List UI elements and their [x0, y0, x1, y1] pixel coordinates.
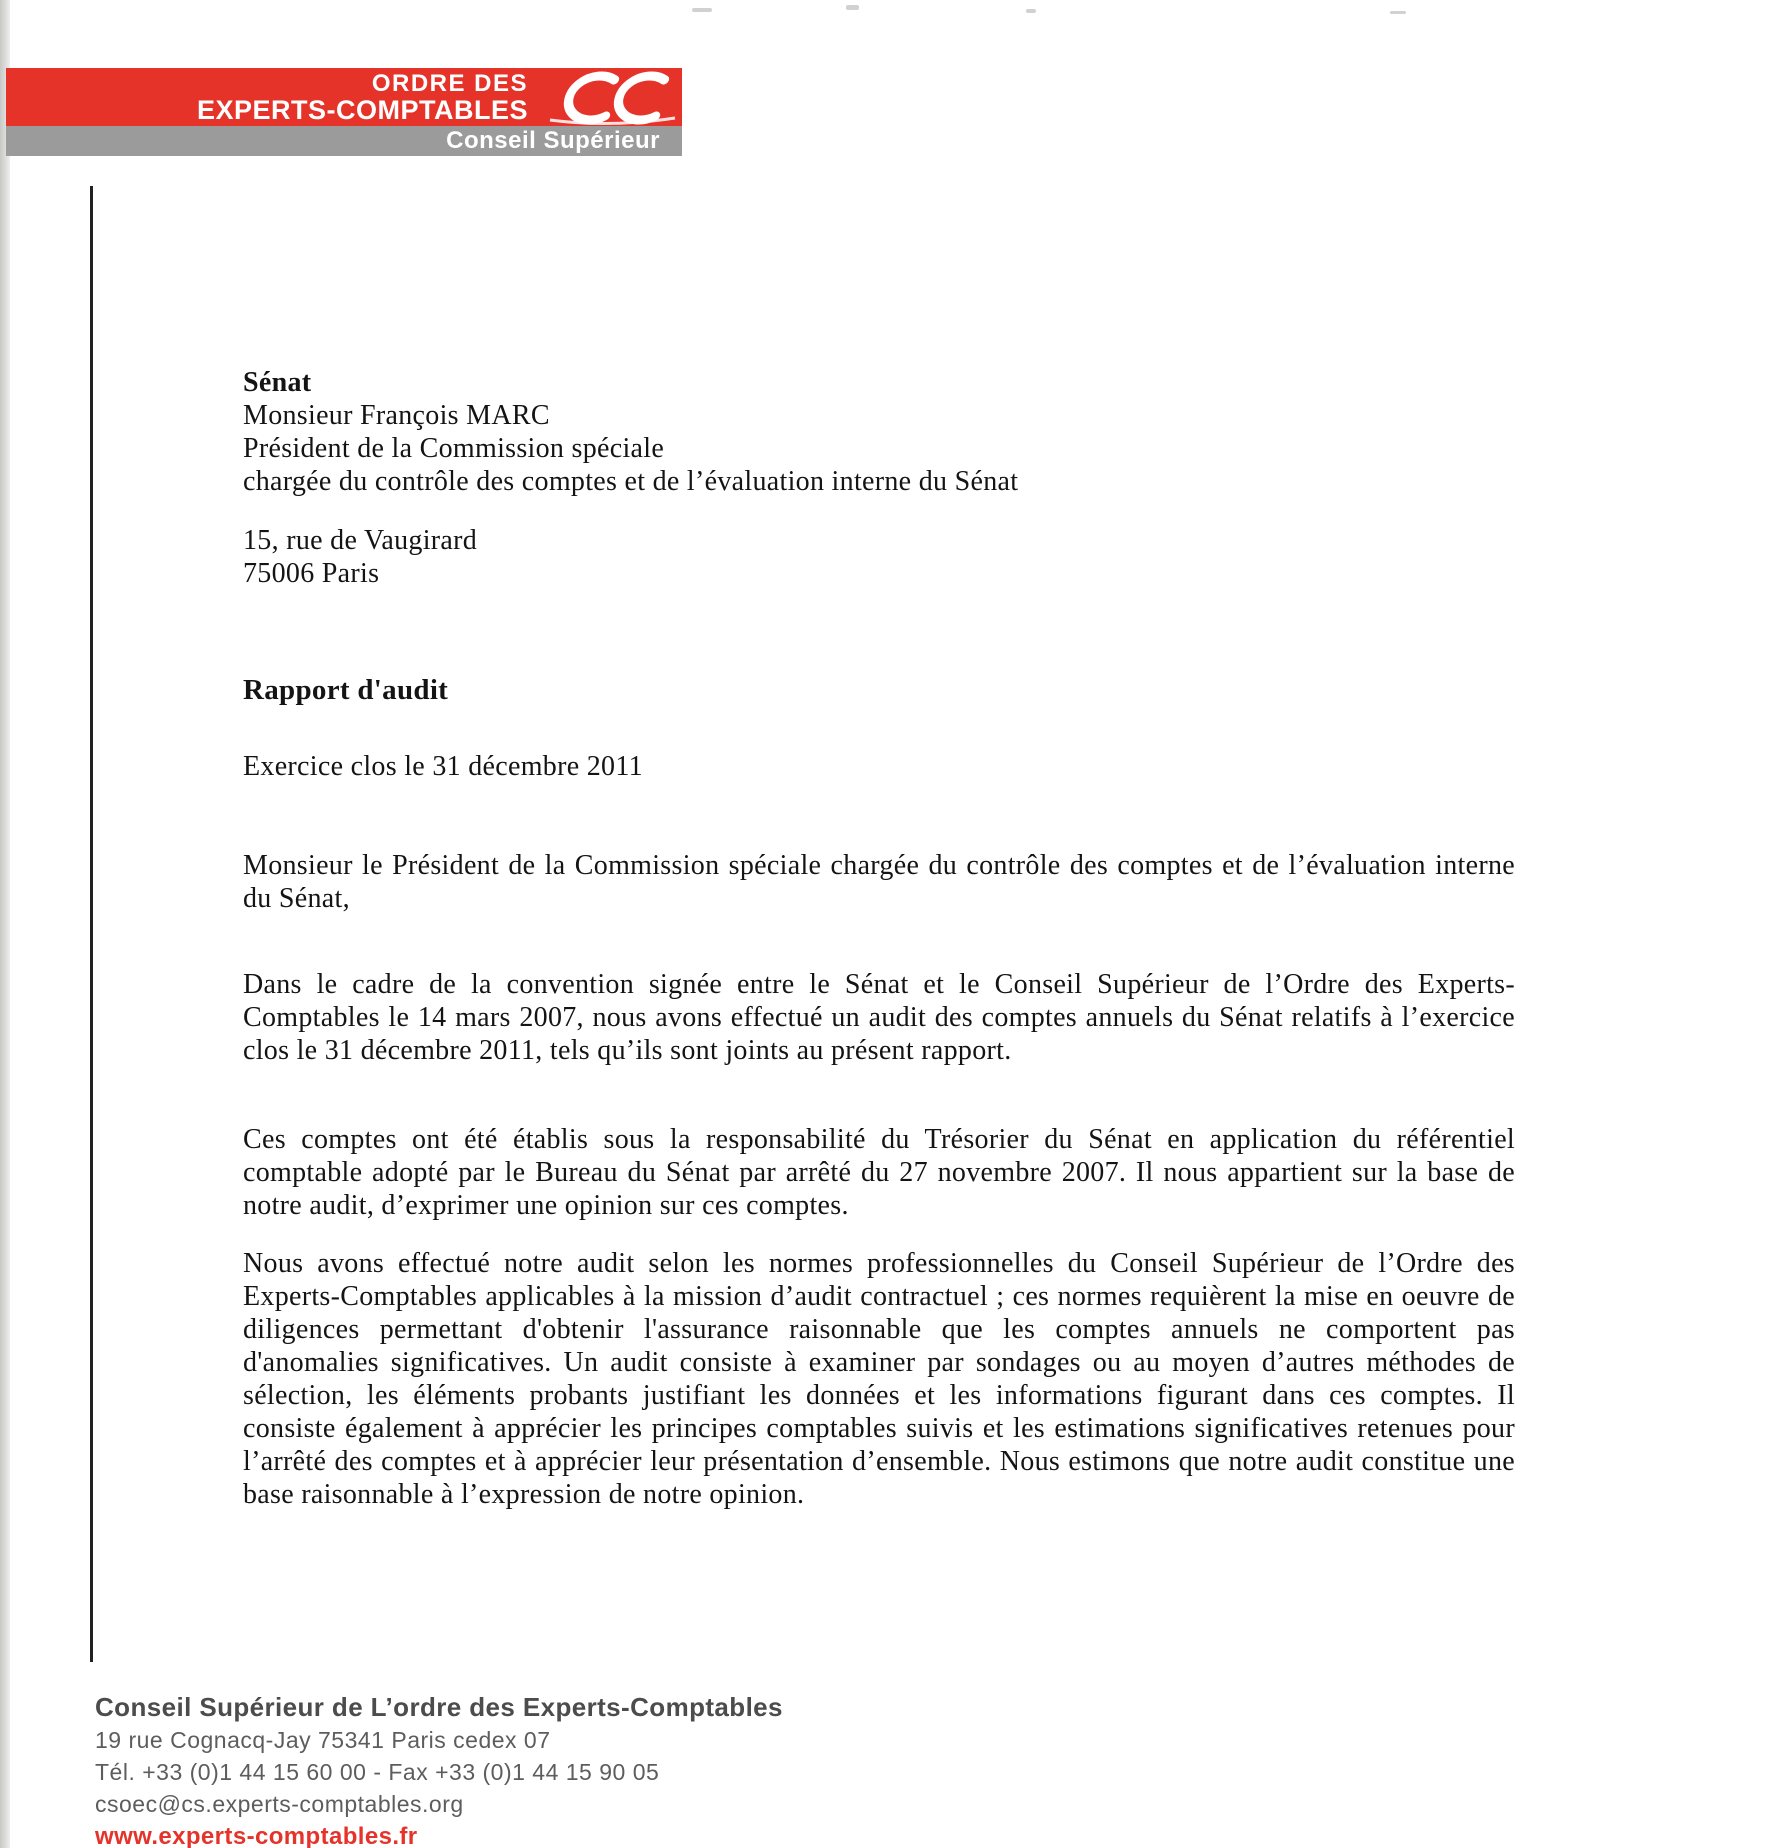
scan-artifact [692, 8, 712, 12]
footer-phone-fax: Tél. +33 (0)1 44 15 60 00 - Fax +33 (0)1 44 15 90 05 [95, 1759, 660, 1785]
footer-address: 19 rue Cognacq-Jay 75341 Paris cedex 07 [95, 1727, 551, 1753]
scan-edge-shadow [0, 0, 10, 1848]
body-paragraph: Ces comptes ont été établis sous la responsabilité du Trésorier du Sénat en application du référentiel comptable adopté par le Bureau du Sénat par arrêté du 27 novembre 2007. Il nous appartient sur la base de notre audit, d’exprimer une opinion sur ces comptes. [243, 1124, 1515, 1221]
logo-red-banner [6, 68, 682, 126]
footer-website: www.experts-comptables.fr [95, 1823, 418, 1848]
scan-artifact [1390, 11, 1406, 14]
recipient-line: Président de la Commission spéciale [243, 433, 665, 464]
salutation: Monsieur le Président de la Commission spéciale chargée du contrôle des comptes et de l’évaluation interne du Sénat, [243, 850, 1515, 914]
recipient-line: Sénat [243, 367, 312, 398]
report-subject: Exercice clos le 31 décembre 2011 [243, 751, 643, 782]
org-logo [6, 68, 682, 156]
footer-org-name: Conseil Supérieur de L’ordre des Experts-Comptables [95, 1692, 783, 1722]
footer-email: csoec@cs.experts-comptables.org [95, 1791, 464, 1817]
address-block [243, 524, 1515, 590]
left-margin-rule [90, 186, 93, 1662]
scan-artifact [846, 5, 859, 10]
recipient-block [243, 366, 1515, 498]
address-line: 75006 Paris [243, 558, 380, 589]
logo-line2: EXPERTS-COMPTABLES [196, 95, 528, 125]
report-title: Rapport d'audit [243, 674, 449, 706]
logo-line1: ORDRE DES [371, 70, 528, 97]
logo-wordmark [6, 71, 528, 124]
cc-logo-icon [520, 66, 680, 128]
logo-tagline: Conseil Supérieur [6, 126, 682, 156]
scan-artifact [1026, 9, 1036, 13]
body-paragraph: Nous avons effectué notre audit selon les normes professionnelles du Conseil Supérieur de l’Ordre des Experts-Comptables applicables à la mission d’audit contractuel ; ces normes requièrent la mise en oeuvre de diligences permettant d'obtenir l'assurance raisonnable que les comptes annuels ne comportent pas d'anomalies significatives. Un audit consiste à examiner par sondages ou au moyen d’autres méthodes de sélection, les éléments probants justifiant les données et les informations figurant dans ces comptes. Il consiste également à apprécier les principes comptables suivis et les estimations significatives retenues pour l’arrêté des comptes et à apprécier leur présentation d’ensemble. Nous estimons que notre audit constitue une base raisonnable à l’expression de notre opinion. [243, 1248, 1515, 1510]
body-paragraph: Dans le cadre de la convention signée entre le Sénat et le Conseil Supérieur de l’Ordre des Experts-Comptables le 14 mars 2007, nous avons effectué un audit des comptes annuels du Sénat relatifs à l’exercice clos le 31 décembre 2011, tels qu’ils sont joints au présent rapport. [243, 969, 1515, 1066]
recipient-line: chargée du contrôle des comptes et de l’évaluation interne du Sénat [243, 466, 1019, 497]
footer [95, 1690, 783, 1848]
recipient-line: Monsieur François MARC [243, 400, 550, 431]
address-line: 15, rue de Vaugirard [243, 525, 478, 556]
